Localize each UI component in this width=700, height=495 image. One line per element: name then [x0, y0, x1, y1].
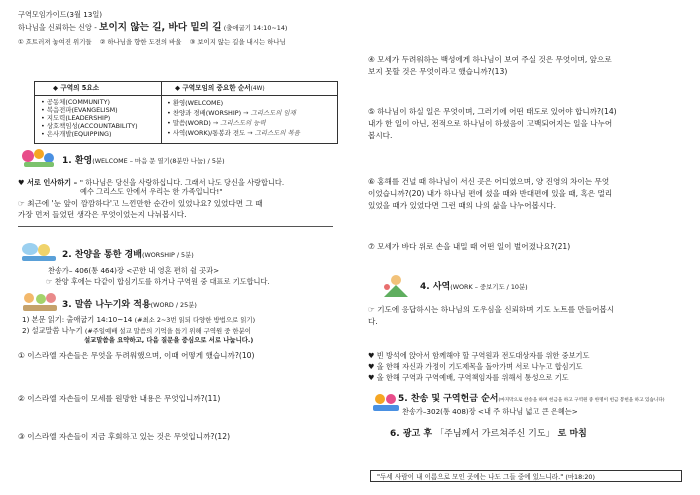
question-3: ③ 이스라엘 자손들이 지금 후회하고 있는 것은 무엇입니까?(12) [18, 432, 231, 441]
divider [18, 226, 333, 227]
order-item: • 사역(WORK)/통봉과 전도 → 그리스도의 복음 [167, 129, 300, 137]
question-5-cont: 내가 한 일이 아닌, 전적으로 하나님이 하셨음이 고백되어지는 일을 나누어 [368, 119, 613, 128]
bible-verse: "두세 사람이 내 이름으로 모인 곳에는 나도 그들 중에 있느니라." [377, 473, 564, 481]
prayer-item: ♥ 올 한해 구역과 구역예배, 구역책임자를 위해서 통성으로 기도 [368, 373, 569, 382]
page-title: 보이지 않는 길, 바다 밑의 길 [99, 22, 222, 33]
worship-note: ☞ 찬양 후에는 다같이 합심기도를 하거나 구역원 중 대표로 기도합니다. [46, 277, 270, 286]
question-2: ② 이스라엘 자손들이 모세를 원망한 내용은 무엇입니까?(11) [18, 394, 221, 403]
scripture-reading: (출애굽기 14:10~14) [223, 24, 288, 32]
question-7: ⑦ 모세가 바다 위로 손을 내밀 때 어떤 일이 벌어졌나요?(21) [368, 242, 571, 251]
question-1: ① 이스라엘 자손들은 무엇을 두려워했으며, 이때 어떻게 했습니까?(10) [18, 351, 255, 360]
left-column [18, 0, 340, 495]
worship-illustration-icon [20, 240, 58, 267]
closing-hymn: 찬송가–302(통 408)장 <내 주 하나님 넓고 큰 은혜는> [402, 407, 578, 416]
work-text: ☞ 기도에 응답하시는 하나님의 도우심을 신뢰하며 기도 노트를 만들어봅시 [368, 305, 615, 314]
prayer-item: ♥ 빈 방석에 앉아서 함께해야 할 구역원과 전도대상자를 위한 중보기도 [368, 351, 590, 360]
question-4-cont: 보지 못할 것은 무엇이라고 했습니까?(13) [368, 67, 508, 76]
goal-2: ② 하나님을 향한 도전의 바울 [99, 38, 182, 46]
welcome-illustration-icon [20, 146, 60, 173]
goals-line [18, 38, 286, 47]
bible-verse-box [370, 470, 682, 482]
sermon-share-line: 2) 설교말씀 나누기 (#주일예배 설교 말씀의 기억을 돕기 위해 구역원 중 한분이 [22, 326, 251, 335]
section6-heading: 6. 광고 후 「주님께서 가르쳐주신 기도」 로 마침 [390, 429, 587, 439]
work-illustration-icon [378, 273, 414, 302]
word-illustration-icon [20, 290, 60, 317]
right-column [368, 0, 686, 495]
welcome-question: ☞ 최근에 '눈 앞이 깜깜하다'고 느낀만한 순간이 있었나요? 있었다면 그 때 [18, 199, 263, 208]
question-6-cont: 이었습니까?(20) 내가 하나님 편에 섰을 때와 반대편에 있을 때, 혹은 멀리 [368, 189, 613, 198]
element-item: • 상호책임성(ACCOUNTABILITY) [41, 122, 138, 130]
hymn-line: 찬송가– 406(통 464)장 <곤한 내 영혼 편히 쉴 곳과> [48, 266, 220, 275]
element-item: • 복음전파(EVANGELISM) [41, 106, 118, 114]
goal-3: ③ 보이지 않는 길을 내시는 하나님 [189, 38, 286, 46]
reading-line: 1) 본문 읽기: 출애굽기 14:10~14 (#최소 2~3번 읽되 다양한 방법으로 읽기) [22, 315, 256, 324]
welcome-question-2: 가장 먼저 들었던 생각은 무엇이었는지 나눠봅시다. [18, 210, 187, 219]
element-item: • 공동체(COMMUNITY) [41, 98, 110, 106]
question-6: ⑥ 홍해를 건널 때 하나님이 서신 곳은 어디였으며, 양 진영의 차이는 무엇 [368, 177, 610, 186]
question-5: ⑤ 하나님이 하실 일은 무엇이며, 그러기에 어떤 태도로 있어야 합니까?(14) [368, 107, 617, 116]
greeting-line-2: 예수 그리스도 안에서 우리는 한 가족입니다!" [80, 187, 223, 196]
prayer-item: ♥ 올 한해 자신과 가정이 기도제목을 돌아가며 서로 나누고 합심기도 [368, 362, 583, 371]
question-4: ④ 모세가 두려워하는 백성에게 하나님이 보여 주실 것은 무엇이며, 앞으로 [368, 55, 612, 64]
goal-1: ① 흐트러져 놓여진 위기들 [18, 38, 92, 46]
table-col1-header: ◆ 구역의 5요소 [53, 84, 100, 92]
order-item: • 환영(WELCOME) [167, 99, 224, 107]
question-5-cont-2: 봅시다. [368, 131, 393, 140]
section4-heading: 4. 사역(WORK – 중보기도 / 10분) [420, 282, 528, 292]
sermon-share-line-2: 설교말씀을 요약하고, 다음 질문을 중심으로 서로 나눕니다.) [84, 336, 254, 344]
section2-heading: 2. 찬양을 통한 경배(WORSHIP / 5분) [62, 250, 194, 260]
element-item: • 은사개발(EQUIPPING) [41, 130, 112, 138]
greeting-line: ♥ 서로 인사하기 – " 하나님은 당신을 사랑하십니다. 그래서 나도 당신을 사랑합니다. [18, 178, 285, 187]
question-6-cont-2: 있었을 때가 있었다면 그런 때의 나의 삶을 나누어봅시다. [368, 201, 557, 210]
elements-table [34, 81, 338, 144]
table-col2-header: ◆ 구역모임의 중요한 순서(4W) [175, 84, 265, 92]
sermon-title-line [18, 22, 287, 35]
order-item: • 말씀(WORD) → 그리스도의 능력 [167, 119, 266, 127]
bible-verse-ref: (마18:20) [565, 473, 595, 481]
section3-heading: 3. 말씀 나누기와 적용(WORD / 25분) [62, 300, 197, 310]
section5-heading: 5. 찬송 및 구역헌금 순서(마지막으로 찬송을 하며 헌금을 하고 구역원 중 한명이 헌금 봉헌을 하고 있습니다) [398, 394, 665, 404]
element-item: • 지도력(LEADERSHIP) [41, 114, 111, 122]
guide-date: 구역모임가이드(3월 13일) [18, 10, 103, 19]
section1-heading: 1. 환영(WELCOME – 마음 문 열기(8분만 나눔) / 5분) [62, 156, 225, 166]
subtitle-prefix: 하나님을 신뢰하는 신앙 - [18, 23, 100, 32]
order-item: • 찬양과 경배(WORSHIP) → 그리스도의 임재 [167, 109, 296, 117]
work-text-2: 다. [368, 317, 378, 326]
